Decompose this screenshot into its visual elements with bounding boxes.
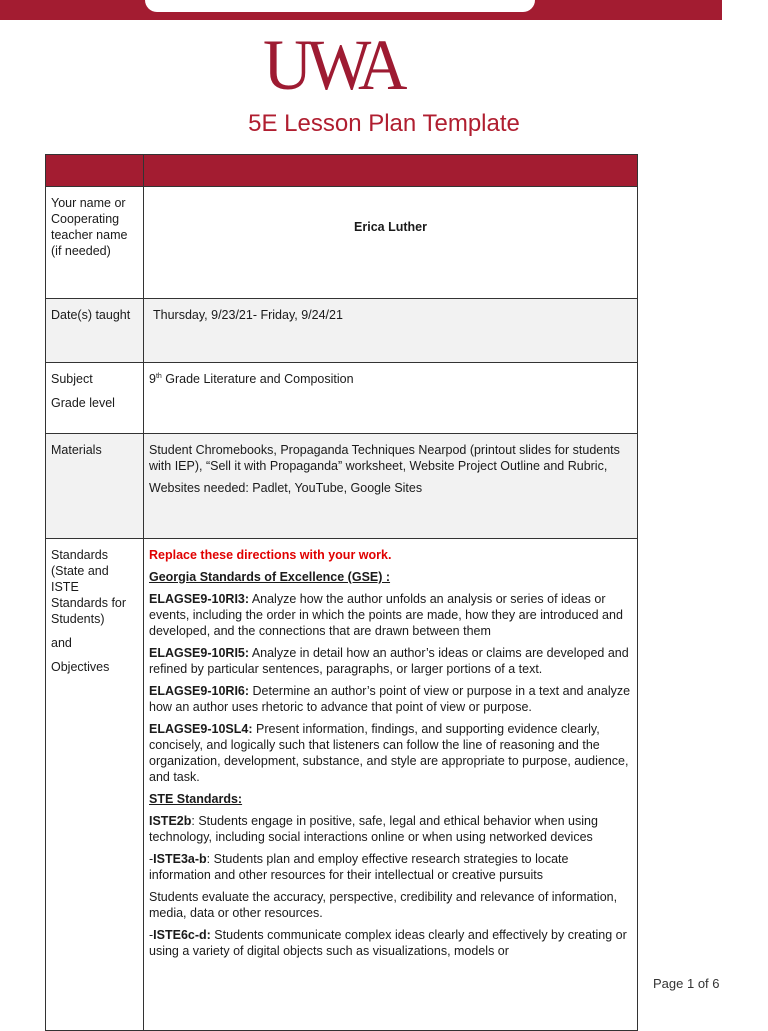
materials-label: Materials [46, 434, 144, 539]
standard-item: ELAGSE9-10RI5: Analyze in detail how an author’s ideas or claims are developed and refined by particular sentences, paragraphs, or larger portions of a text. [149, 646, 629, 676]
grade-level-label: Grade level [51, 396, 115, 410]
name-value: Erica Luther [354, 220, 427, 234]
gse-heading: Georgia Standards of Excellence (GSE) : [149, 570, 391, 584]
uwa-logo: UWA [263, 25, 402, 105]
table-row [46, 539, 638, 1031]
dates-value: Thursday, 9/23/21- Friday, 9/24/21 [153, 308, 343, 322]
table-row [46, 434, 638, 539]
table-row [46, 299, 638, 363]
directions-text: Replace these directions with your work. [149, 548, 392, 562]
standard-item: ELAGSE9-10RI6: Determine an author’s point of view or purpose in a text and analyze how an author uses rhetoric to advance that point of view or purpose. [149, 684, 631, 714]
standard-item: ELAGSE9-10SL4: Present information, findings, and supporting evidence clearly, concisely, and logically such that listeners can follow the line of reasoning and the organization, development, substance, and style are appropriate to purpose, audience, and task. [149, 722, 629, 784]
page-number: Page 1 of 6 [653, 976, 720, 991]
iste-item: -ISTE3a-b: Students plan and employ effective research strategies to locate information and other resources for their intellectual or creative pursuits [149, 852, 569, 882]
iste-item: Students evaluate the accuracy, perspective, credibility and relevance of information, media, data or other resources. [149, 890, 618, 920]
lesson-plan-table [45, 154, 638, 1031]
and-label: and [51, 636, 72, 650]
standard-item: ELAGSE9-10RI3: Analyze how the author unfolds an analysis or series of ideas or events, including the order in which the points are made, how they are introduced and developed, and the connections that are drawn between them [149, 592, 623, 638]
iste-item: ISTE2b: Students engage in positive, safe, legal and ethical behavior when using technology, including social interactions online or when using networked devices [149, 814, 598, 844]
materials-value: Student Chromebooks, Propaganda Techniques Nearpod (printout slides for students with IEP), “Sell it with Propaganda” worksheet, Website Project Outline and Rubric, [149, 443, 620, 473]
page-title: 5E Lesson Plan Template [248, 110, 520, 137]
table-header-row [46, 155, 638, 187]
iste-item: -ISTE6c-d: Students communicate complex ideas clearly and effectively by creating or using a variety of digital objects such as visualizations, models or [149, 928, 627, 958]
subject-value: 9th Grade Literature and Composition [149, 372, 354, 386]
ste-heading: STE Standards: [149, 792, 243, 806]
dates-label: Date(s) taught [46, 299, 144, 363]
standards-content [149, 539, 632, 1017]
top-brand-tab [145, 0, 535, 12]
table-row [46, 187, 638, 299]
websites-needed: Websites needed: Padlet, YouTube, Google Sites [149, 481, 423, 495]
table-row [46, 363, 638, 434]
objectives-label: Objectives [51, 660, 110, 674]
subject-label: Subject [51, 372, 93, 386]
standards-label: Standards (State and ISTE Standards for Students) [51, 548, 127, 626]
name-label: Your name or Cooperating teacher name (if needed) [46, 187, 144, 299]
